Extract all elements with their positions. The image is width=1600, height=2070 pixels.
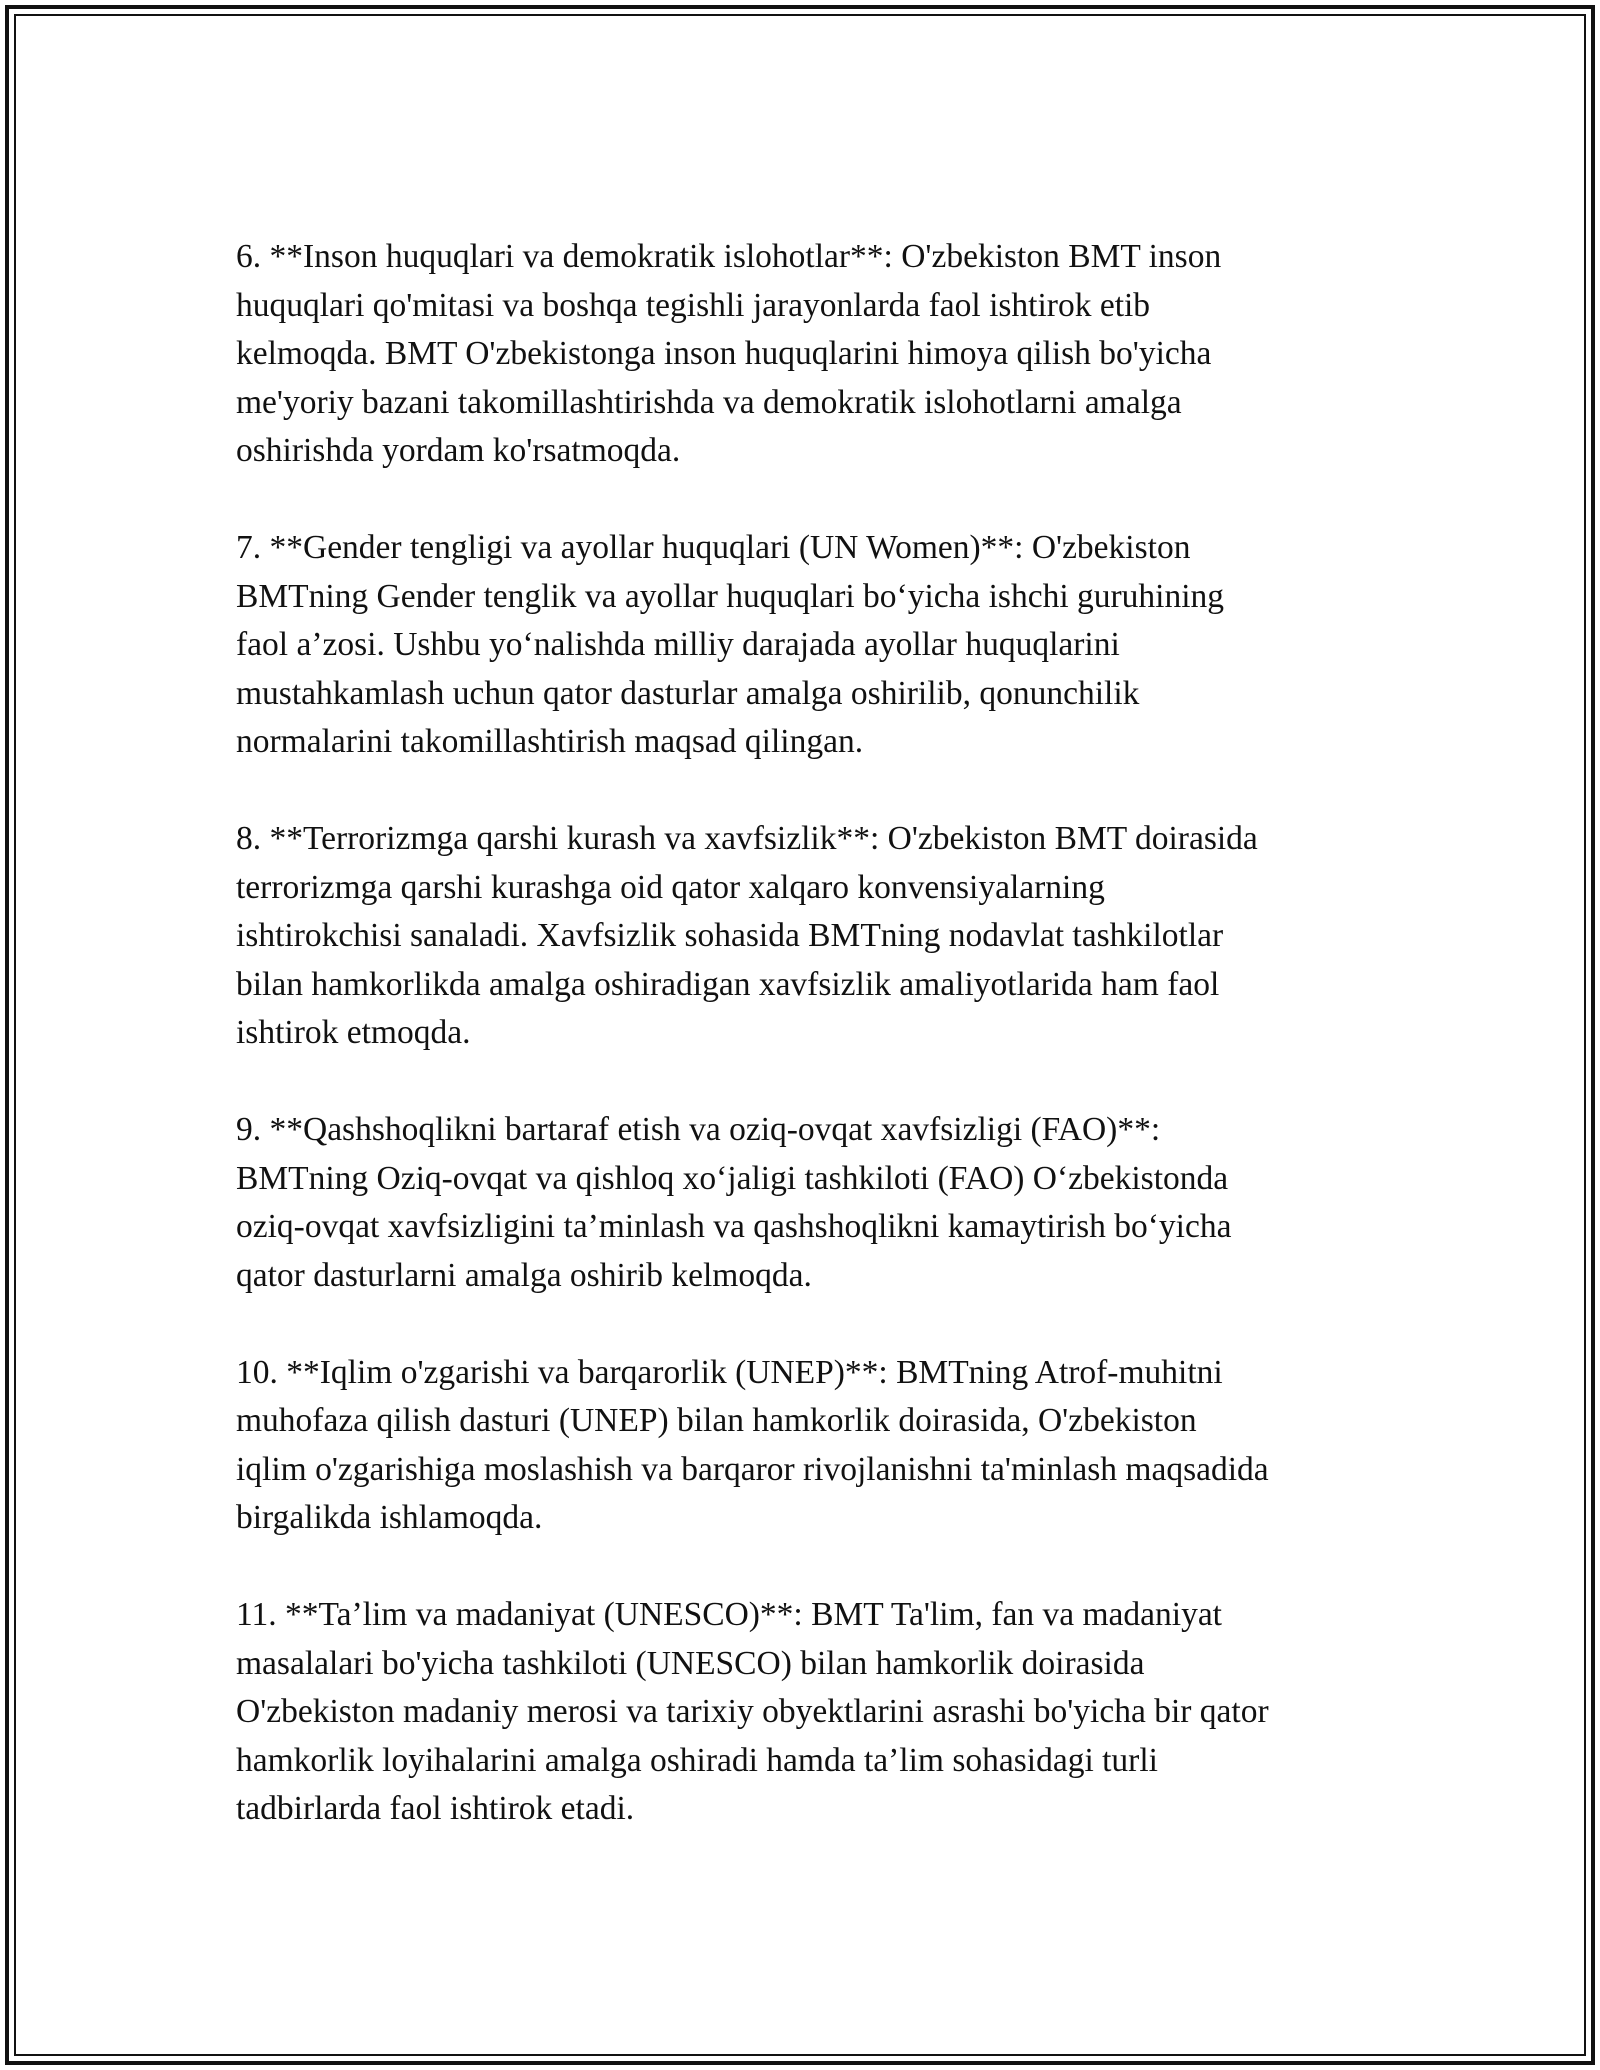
text-line: BMTning Gender tenglik va ayollar huquqlari bo‘yicha ishchi guruhining [236,577,1225,615]
document-body [236,233,1396,1882]
text-line: 8. **Terrorizmga qarshi kurash va xavfsizlik**: O'zbekiston BMT doirasida [236,820,1258,857]
text-line: tadbirlarda faol ishtirok etadi. [236,1790,635,1827]
text-line: muhofaza qilish dasturi (UNEP) bilan hamkorlik doirasida, O'zbekiston [236,1402,1197,1439]
text-line: ishtirokchisi sanaladi. Xavfsizlik sohasida BMTning nodavlat tashkilotlar [236,917,1224,954]
text-line: bilan hamkorlikda amalga oshiradigan xavfsizlik amaliyotlarida ham faol [236,965,1220,1003]
text-line: ishtirok etmoqda. [236,1014,471,1051]
text-line: qator dasturlarni amalga oshirib kelmoqda. [236,1256,812,1294]
text-line: O'zbekiston madaniy merosi va tarixiy obyektlarini asrashi bo'yicha bir qator [236,1693,1269,1730]
text-line: 9. **Qashshoqlikni bartaraf etish va oziq-ovqat xavfsizligi (FAO)**: [236,1111,1161,1148]
text-line: faol a’zosi. Ushbu yo‘nalishda milliy darajada ayollar huquqlarini [236,626,1120,663]
paragraph-item-6 [236,233,1396,476]
paragraph-item-10 [236,1349,1396,1543]
text-line: normalarini takomillashtirish maqsad qilingan. [236,723,864,760]
text-line: huquqlari qo'mitasi va boshqa tegishli jarayonlarda faol ishtirok etib [236,286,1151,324]
text-line: 7. **Gender tengligi va ayollar huquqlari (UN Women)**: O'zbekiston [236,529,1191,566]
text-line: masalalari bo'yicha tashkiloti (UNESCO) bilan hamkorlik doirasida [236,1644,1145,1682]
text-line: 11. **Ta’lim va madaniyat (UNESCO)**: BMT Ta'lim, fan va madaniyat [236,1596,1222,1633]
text-line: kelmoqda. BMT O'zbekistonga inson huquqlarini himoya qilish bo'yicha [236,335,1212,372]
text-line: mustahkamlash uchun qator dasturlar amalga oshirilib, qonunchilik [236,674,1140,712]
paragraph-item-7 [236,524,1396,767]
text-line: hamkorlik loyihalarini amalga oshiradi hamda ta’lim sohasidagi turli [236,1741,1158,1779]
paragraph-item-8 [236,815,1396,1058]
paragraph-item-9 [236,1106,1396,1300]
text-line: 6. **Inson huquqlari va demokratik islohotlar**: O'zbekiston BMT inson [236,238,1222,275]
text-line: terrorizmga qarshi kurashga oid qator xalqaro konvensiyalarning [236,868,1105,906]
text-line: 10. **Iqlim o'zgarishi va barqarorlik (UNEP)**: BMTning Atrof-muhitni [236,1353,1223,1391]
text-line: iqlim o'zgarishiga moslashish va barqaror rivojlanishni ta'minlash maqsadida [236,1450,1269,1488]
text-line: oziq-ovqat xavfsizligini ta’minlash va qashshoqlikni kamaytirish bo‘yicha [236,1208,1232,1245]
text-line: BMTning Oziq-ovqat va qishloq xo‘jaligi tashkiloti (FAO) O‘zbekistonda [236,1159,1229,1197]
text-line: oshirishda yordam ko'rsatmoqda. [236,432,681,469]
text-line: me'yoriy bazani takomillashtirishda va demokratik islohotlarni amalga [236,383,1182,421]
paragraph-item-11 [236,1591,1396,1834]
text-line: birgalikda ishlamoqda. [236,1499,543,1536]
